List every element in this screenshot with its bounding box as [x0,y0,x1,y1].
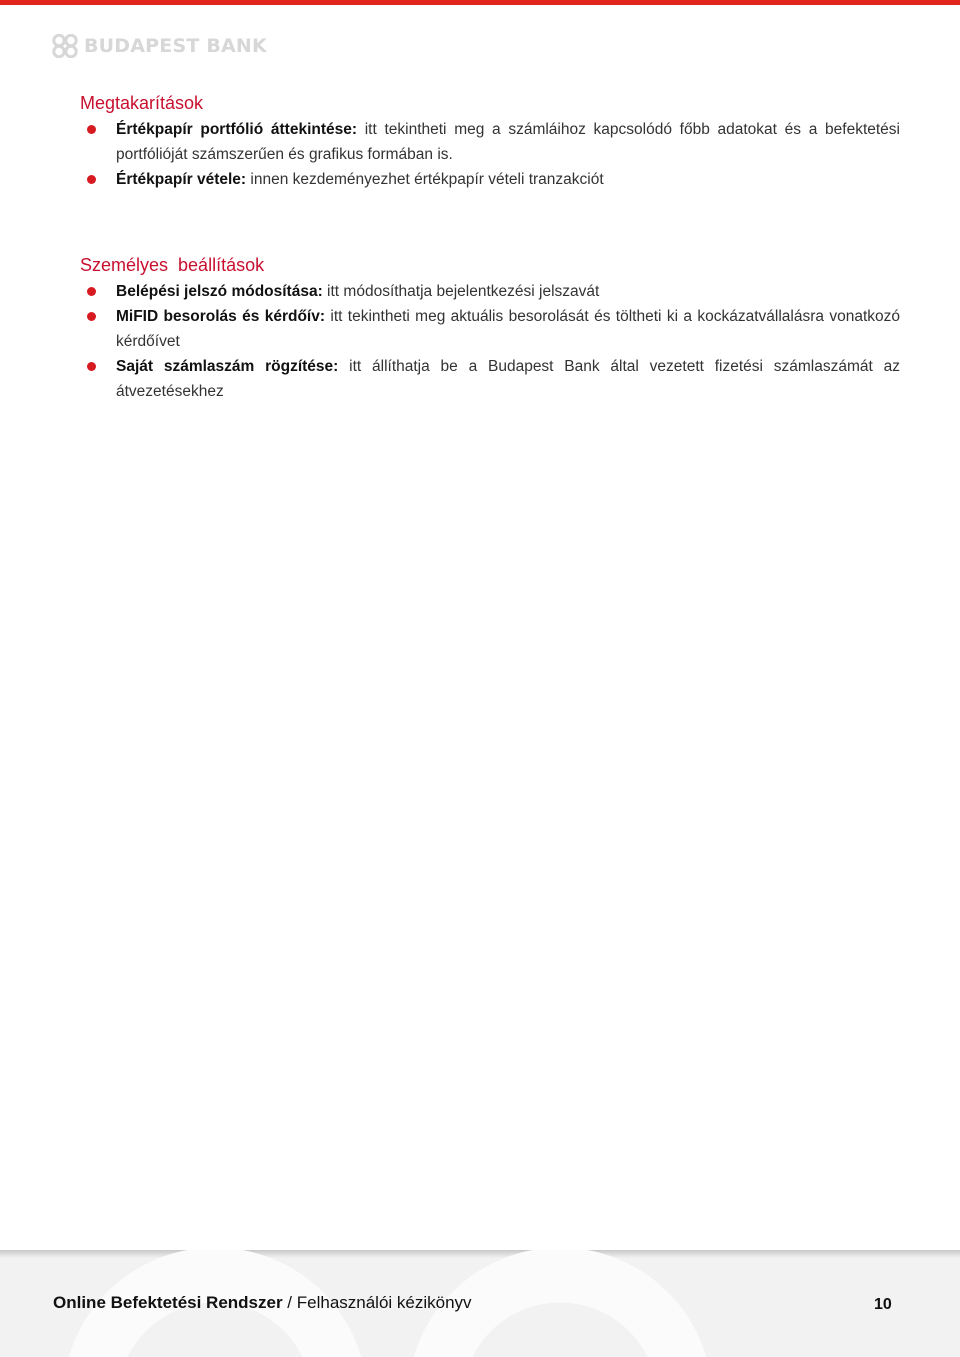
bullet-list [80,117,900,192]
list-item [80,354,900,404]
item-term: Értékpapír vétele: [116,171,247,188]
item-description: itt tekintheti meg a számláihoz kapcsolódó főbb adatokat és a befektetési portfólióját számszerűen és grafikus formában is. [116,121,900,163]
list-item [80,279,900,304]
page-footer [0,1250,960,1357]
footer-title-bold: Online Befektetési Rendszer [53,1293,283,1312]
footer-title-rest: / Felhasználói kézikönyv [282,1293,472,1312]
item-description: itt tekintheti meg aktuális besorolását és töltheti ki a kockázatvállalásra vonatkozó kérdőívet [116,308,900,350]
item-description: itt módosíthatja bejelentkezési jelszavát [322,283,600,300]
item-term: Értékpapír portfólió áttekintése: [116,121,358,138]
footer-document-title [53,1293,472,1313]
logo-text: BUDAPEST BANK [84,35,267,57]
section-heading: Személyes beállítások [80,255,265,275]
item-term: MiFID besorolás és kérdőív: [116,308,326,325]
item-description: innen kezdeményezhet értékpapír vételi tranzakciót [246,171,604,188]
bullet-icon [87,362,96,371]
bullet-icon [87,125,96,134]
section-heading: Megtakarítások [80,93,204,113]
page-number: 10 [874,1296,892,1313]
section-szemelyes-beallitasok [80,253,900,404]
bullet-icon [87,312,96,321]
bullet-icon [87,175,96,184]
top-accent-bar [0,0,960,5]
bank-logo-icon [52,34,78,58]
bullet-list [80,279,900,404]
list-item [80,167,900,192]
item-term: Saját számlaszám rögzítése: [116,358,339,375]
list-item [80,304,900,354]
bullet-icon [87,287,96,296]
section-megtakaritasok [80,91,900,192]
item-term: Belépési jelszó módosítása: [116,283,323,300]
item-description: itt állíthatja be a Budapest Bank által vezetett fizetési számlaszámát az átvezetésekhez [116,358,901,400]
list-item [80,117,900,167]
budapest-bank-logo [52,34,267,58]
